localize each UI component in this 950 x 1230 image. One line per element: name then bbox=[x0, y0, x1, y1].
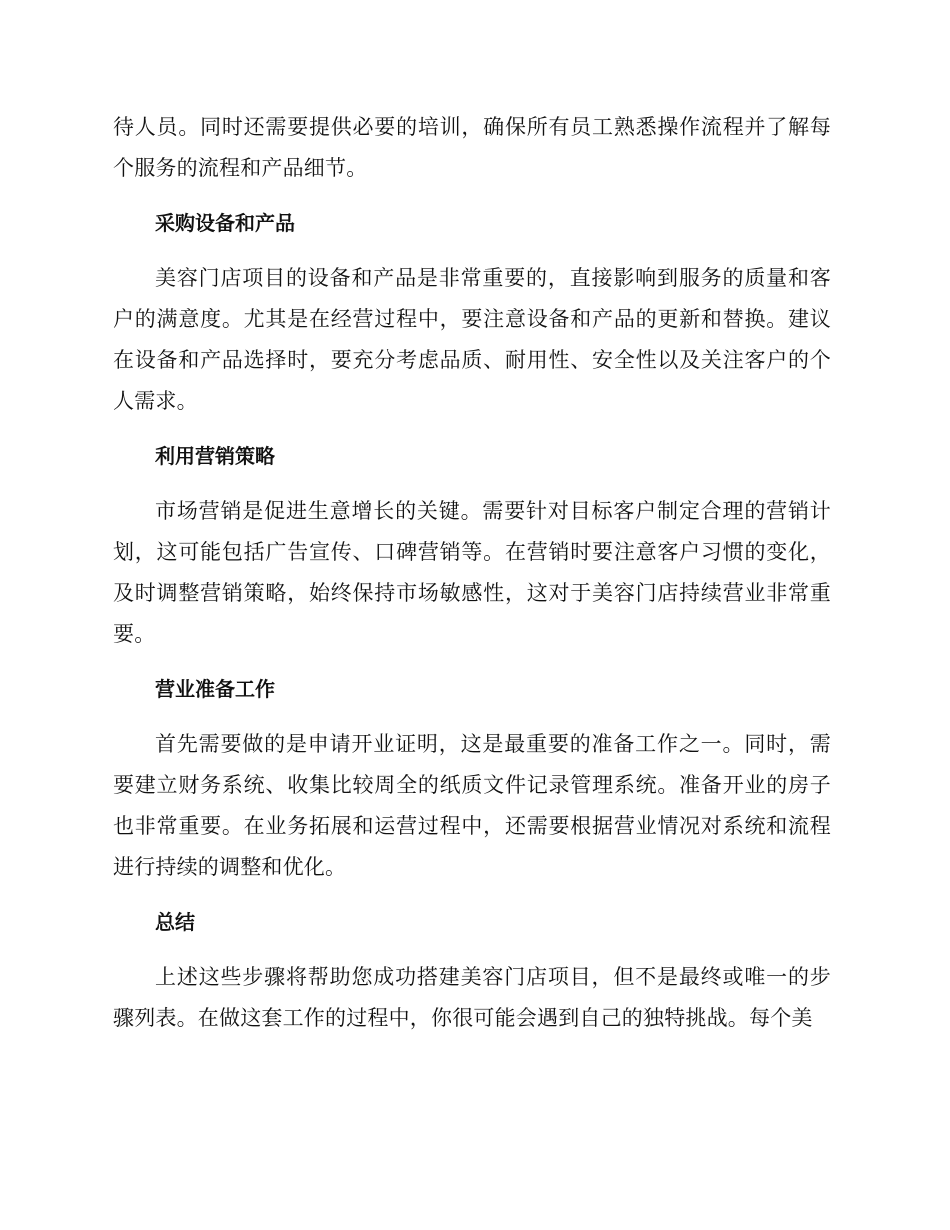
section-heading-marketing: 利用营销策略 bbox=[155, 444, 275, 468]
paragraph-intro-continuation: 待人员。同时还需要提供必要的培训，确保所有员工熟悉操作流程并了解每个服务的流程和产品细节。 bbox=[113, 115, 831, 180]
section-heading-preparation: 营业准备工作 bbox=[155, 677, 275, 701]
section-body-preparation: 首先需要做的是申请开业证明，这是最重要的准备工作之一。同时，需要建立财务系统、收集比较周全的纸质文件记录管理系统。准备开业的房子也非常重要。在业务拓展和运营过程中，还需要根据营业情况对系统和流程进行持续的调整和优化。 bbox=[113, 732, 831, 879]
document-body bbox=[113, 107, 831, 1039]
section-heading-equipment: 采购设备和产品 bbox=[155, 211, 295, 235]
section-heading-summary: 总结 bbox=[155, 910, 195, 934]
section-body-equipment: 美容门店项目的设备和产品是非常重要的，直接影响到服务的质量和客户的满意度。尤其是在经营过程中，要注意设备和产品的更新和替换。建议在设备和产品选择时，要充分考虑品质、耐用性、安全性以及关注客户的个人需求。 bbox=[113, 266, 831, 413]
section-body-marketing: 市场营销是促进生意增长的关键。需要针对目标客户制定合理的营销计划，这可能包括广告宣传、口碑营销等。在营销时要注意客户习惯的变化，及时调整营销策略，始终保持市场敏感性，这对于美容门店持续营业非常重要。 bbox=[113, 499, 831, 646]
section-body-summary: 上述这些步骤将帮助您成功搭建美容门店项目，但不是最终或唯一的步骤列表。在做这套工作的过程中，你很可能会遇到自己的独特挑战。每个美 bbox=[113, 965, 831, 1030]
